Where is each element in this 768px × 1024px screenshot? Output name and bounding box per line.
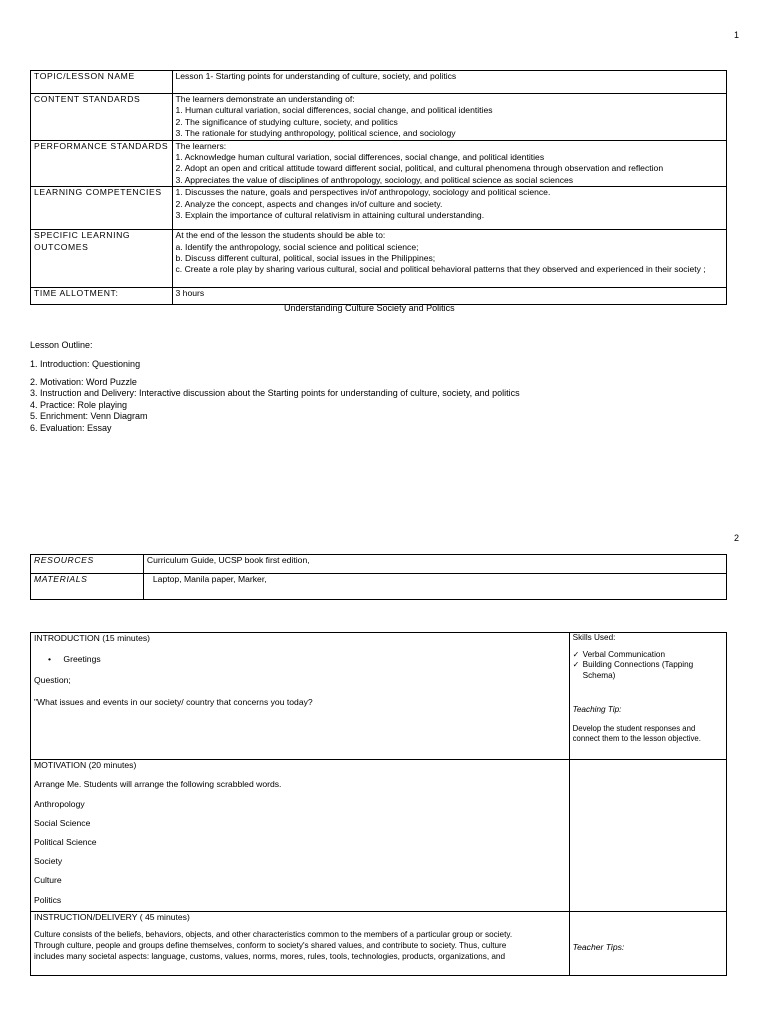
- introduction-cell: [31, 633, 570, 760]
- row-value: The learners demonstrate an understanding of: 1. Human cultural variation, social differences, social change, and political identities 2. The significance of studying culture, society, and politics 3. The rationale for studying anthropology, political science, and sociology: [172, 94, 727, 141]
- skill-item: ✓ Verbal Communication: [572, 649, 665, 659]
- materials-label: MATERIALS: [31, 574, 144, 600]
- check-icon: ✓: [572, 660, 580, 669]
- check-icon: ✓: [572, 649, 580, 659]
- outline-item: 6. Evaluation: Essay: [30, 422, 112, 433]
- word-item: Culture: [34, 875, 62, 886]
- outline-item: 2. Motivation: Word Puzzle: [30, 377, 137, 387]
- row-label: TOPIC/LESSON NAME: [31, 71, 173, 94]
- bullet-icon: •: [48, 654, 52, 665]
- motivation-cell: [31, 760, 570, 912]
- row-value: At the end of the lesson the students should be able to: a. Identify the anthropology, social science and political science; b. Discuss different cultural, political, social issues in the Philippines; c. Create a role play by sharing various cultural, social and political behavioral patterns that they observed and experienced in their society ;: [172, 230, 727, 288]
- tip-heading: Teaching Tip:: [572, 705, 622, 714]
- motivation-instruction: Arrange Me. Students will arrange the following scrabbled words.: [34, 779, 282, 790]
- instruction-cell: [31, 912, 570, 976]
- row-value: Lesson 1- Starting points for understanding of culture, society, and politics: [172, 71, 727, 94]
- word-item: Politics: [34, 894, 62, 905]
- instruction-text: Culture consists of the beliefs, behaviors, objects, and other characteristics common to the members of a particular group or society. Through culture, people and groups define themselves, conform to society's shared values, and contribute to society. Thus, culture includes many societal aspects: language, customs, values, norms, mores, rules, tools, technologies, products, organizations, and: [34, 930, 513, 962]
- row-label: SPECIFIC LEARNING OUTCOMES: [31, 230, 173, 288]
- motivation-notes-cell: [569, 760, 726, 912]
- teacher-tips-cell: [569, 912, 726, 976]
- outline-item: 4. Practice: Role playing: [30, 399, 128, 410]
- page-number: 2: [734, 533, 740, 543]
- outline-item: 3. Instruction and Delivery: Interactive discussion about the Starting points for understanding of culture, society, and politics: [30, 388, 520, 399]
- bullet-item: • Greetings: [48, 654, 101, 665]
- question-text: "What issues and events in our society/ country that concerns you today?: [34, 697, 313, 708]
- word-item: Social Science: [34, 818, 91, 829]
- row-value: 1. Discusses the nature, goals and perspectives in/of anthropology, sociology and political science. 2. Analyze the concept, aspects and changes in/of culture and society. 3. Explain the importance of cultural relativism in attaining cultural understanding.: [172, 187, 727, 230]
- teacher-tips-heading: Teacher Tips:: [572, 942, 625, 952]
- word-item: Anthropology: [34, 798, 85, 809]
- resources-table: [30, 554, 727, 600]
- resources-value: Curriculum Guide, UCSP book first edition,: [143, 555, 726, 574]
- outline-title: Lesson Outline:: [30, 340, 93, 350]
- outline-item: 5. Enrichment: Venn Diagram: [30, 411, 148, 422]
- row-label: CONTENT STANDARDS: [31, 94, 173, 141]
- row-label: PERFORMANCE STANDARDS: [31, 140, 173, 187]
- outline-list: [30, 377, 520, 434]
- instruction-heading: INSTRUCTION/DELIVERY ( 45 minutes): [34, 912, 190, 922]
- row-value: The learners: 1. Acknowledge human cultural variation, social differences, social change, and political identities 2. Adopt an open and critical attitude toward different social, political, and cultural phenomena through observation and reflection 3. Appreciates the value of disciplines of anthropology, sociology, and political science as social sciences: [172, 140, 727, 187]
- lesson-info-table: [30, 70, 727, 305]
- row-label: TIME ALLOTMENT:: [31, 288, 173, 305]
- lesson-plan-table: [30, 632, 727, 976]
- outline-item: 1. Introduction: Questioning: [30, 359, 141, 369]
- page-number: 1: [734, 30, 740, 40]
- tip-text: Develop the student responses and connect them to the lesson objective.: [572, 723, 701, 743]
- row-label: LEARNING COMPETENCIES: [31, 187, 173, 230]
- motivation-heading: MOTIVATION (20 minutes): [34, 760, 137, 770]
- row-value: 3 hours: [172, 288, 727, 305]
- introduction-heading: INTRODUCTION (15 minutes): [34, 633, 151, 643]
- materials-value: Laptop, Manila paper, Marker,: [143, 574, 726, 600]
- skills-heading: Skills Used:: [572, 633, 616, 642]
- word-item: Society: [34, 856, 63, 867]
- table-caption: Understanding Culture Society and Politics: [284, 303, 455, 313]
- word-item: Political Science: [34, 836, 97, 847]
- question-label: Question;: [34, 674, 71, 685]
- skill-item: ✓ Building Connections (Tapping Schema): [572, 660, 694, 680]
- resources-label: RESOURCES: [31, 555, 144, 574]
- skills-cell: [569, 633, 726, 760]
